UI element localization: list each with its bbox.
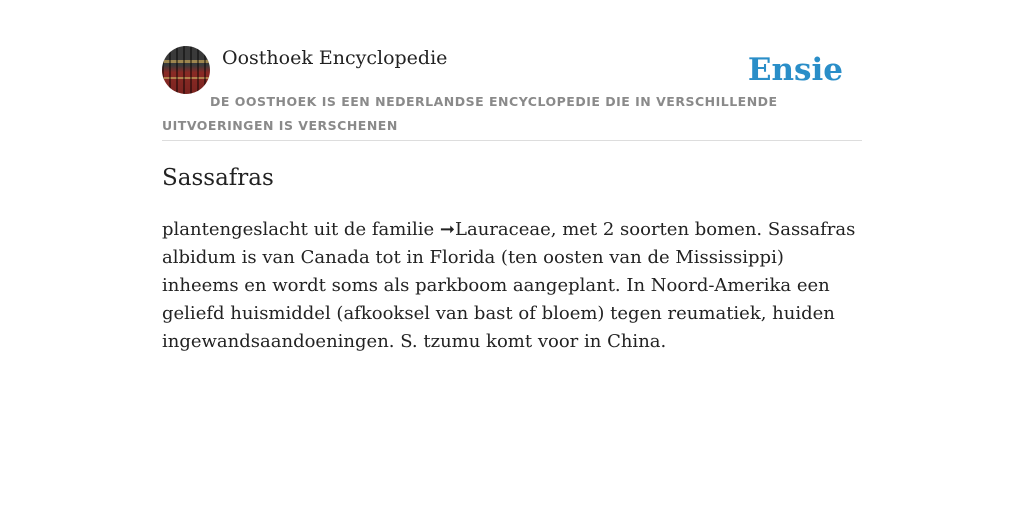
article-body [162,216,862,356]
lauraceae-link[interactable] [440,219,551,240]
encyclopedia-avatar-icon[interactable] [162,46,210,94]
arrow-icon: ➞ [439,219,456,240]
site-tagline: DE OOSTHOEK IS EEN NEDERLANDSE ENCYCLOPEDIE DIE IN VERSCHILLENDE UITVOERINGEN IS VERSCHENEN [162,94,778,133]
lauraceae-link-label: Lauraceae [455,219,551,240]
brand-logo[interactable]: Ensie [747,52,843,88]
article-text-intro: plantengeslacht uit de familie [162,219,440,240]
page-title: Sassafras [162,165,274,191]
site-name[interactable]: Oosthoek Encyclopedie [222,47,448,69]
site-header [162,46,862,141]
article-text-rest: , met 2 soorten bomen. Sassafras albidum is van Canada tot in Florida (ten oosten van de Mississippi) inheems en wordt soms als parkboom aangeplant. In Noord-Amerika een geliefd huismiddel (afkooksel van bast of bloem) tegen reumatiek, huiden ingewandsaandoeningen. S. tzumu komt voor in China. [162,219,856,352]
